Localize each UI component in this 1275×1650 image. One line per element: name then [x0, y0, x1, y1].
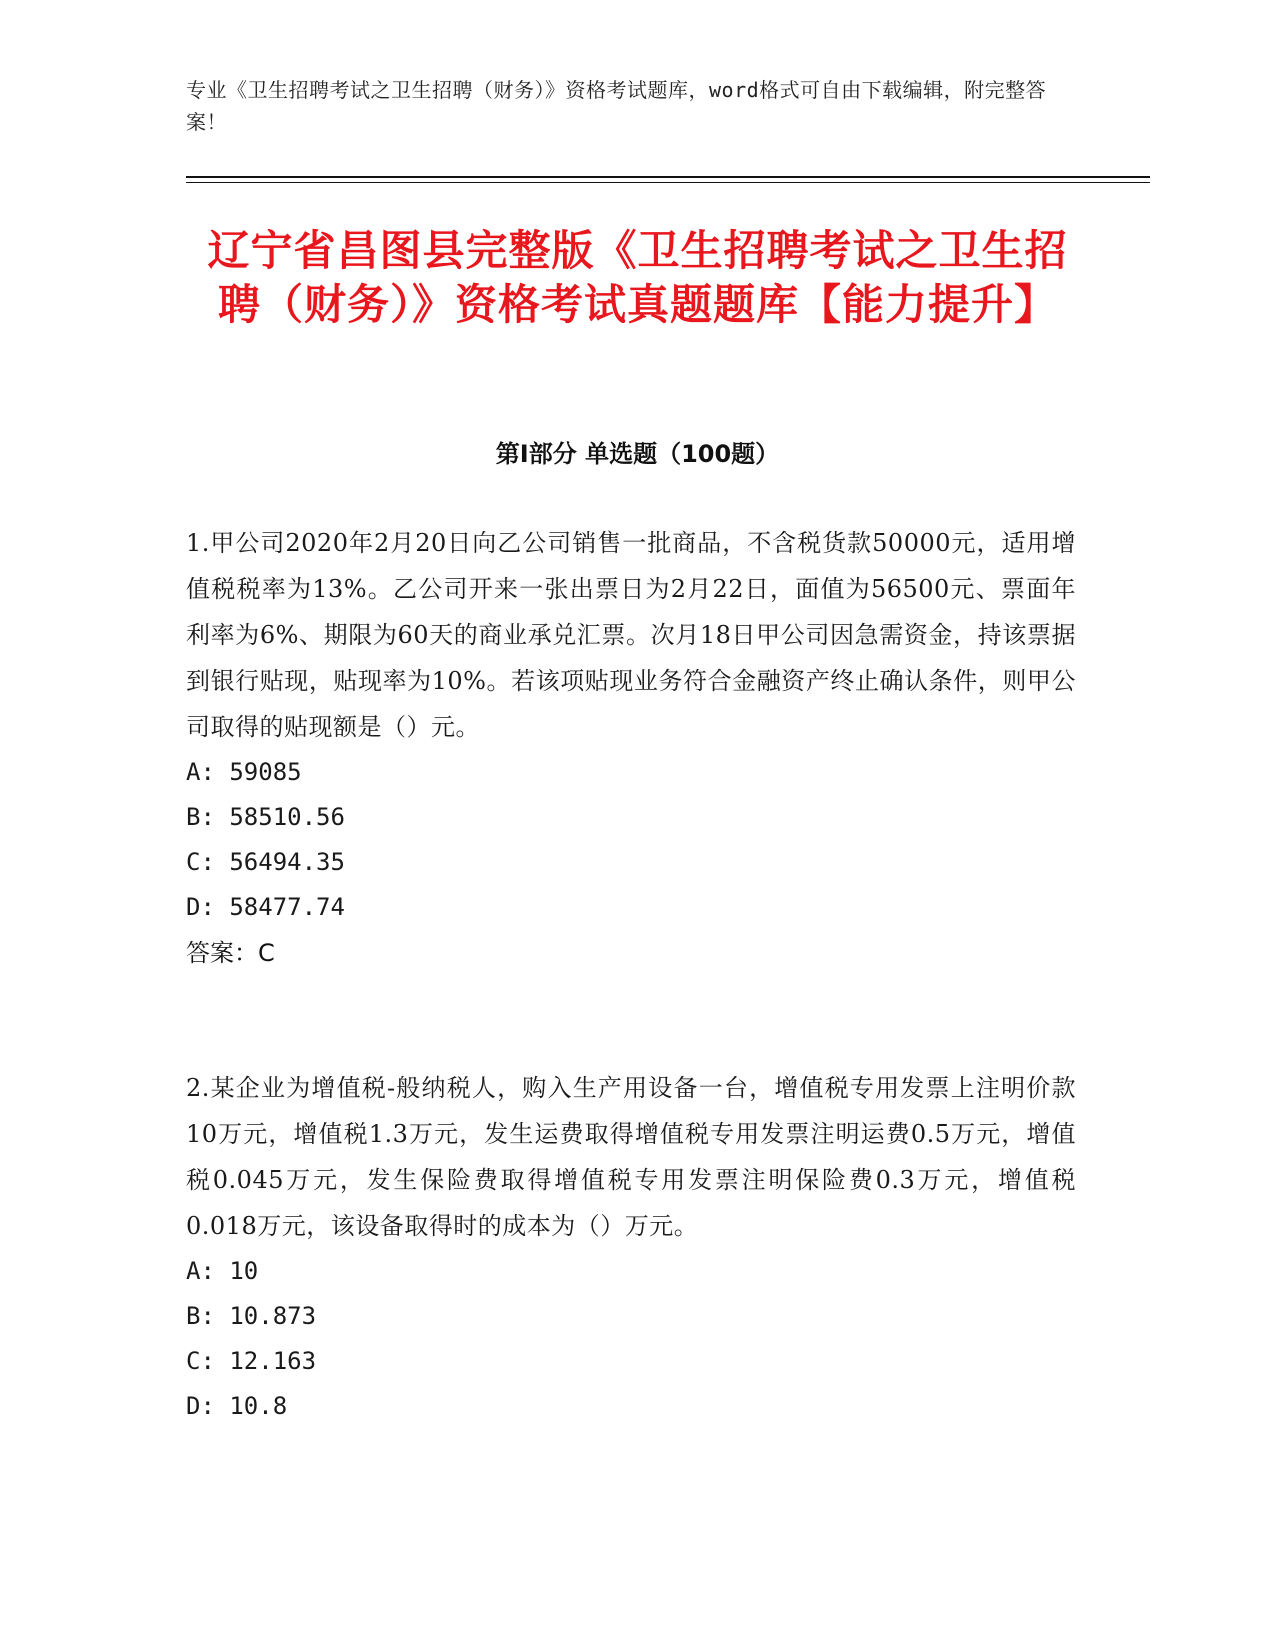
question-stem: 2.某企业为增值税-般纳税人，购入生产用设备一台，增值税专用发票上注明价款10万元，增值税1.3万元，发生运费取得增值税专用发票注明运费0.5万元，增值税0.045万元，发生保险费取得增值税专用发票注明保险费0.3万元，增值税0.018万元，该设备取得时的成本为（）万元。 [186, 1074, 1076, 1240]
answer: 答案：C [186, 939, 275, 967]
option-c: C: 12.163 [186, 1347, 317, 1375]
option-b: B: 58510.56 [186, 803, 345, 831]
option-b: B: 10.873 [186, 1302, 317, 1330]
section-heading: 第Ⅰ部分 单选题（100题） [495, 440, 780, 468]
option-a: A: 59085 [186, 758, 302, 786]
question-stem: 1.甲公司2020年2月20日向乙公司销售一批商品，不含税货款50000元，适用增值税税率为13%。乙公司开来一张出票日为2月22日，面值为56500元、票面年利率为6%、期限为60天的商业承兑汇票。次月18日甲公司因急需资金，持该票据到银行贴现，贴现率为10%。若该项贴现业务符合金融资产终止确认条件，则甲公司取得的贴现额是（）元。 [186, 529, 1076, 741]
header-note: 专业《卫生招聘考试之卫生招聘（财务）》资格考试题库，word格式可自由下载编辑，附完整答案！ [186, 78, 1047, 134]
question-1 [186, 520, 1076, 976]
header-rule-thin [186, 182, 1150, 183]
question-2 [186, 1065, 1076, 1429]
option-a: A: 10 [186, 1257, 259, 1285]
option-c: C: 56494.35 [186, 848, 345, 876]
option-d: D: 10.8 [186, 1392, 288, 1420]
header-rule-thick [186, 176, 1150, 178]
option-d: D: 58477.74 [186, 893, 345, 921]
document-title: 辽宁省昌图县完整版《卫生招聘考试之卫生招聘（财务）》资格考试真题题库【能力提升】 [207, 226, 1068, 329]
